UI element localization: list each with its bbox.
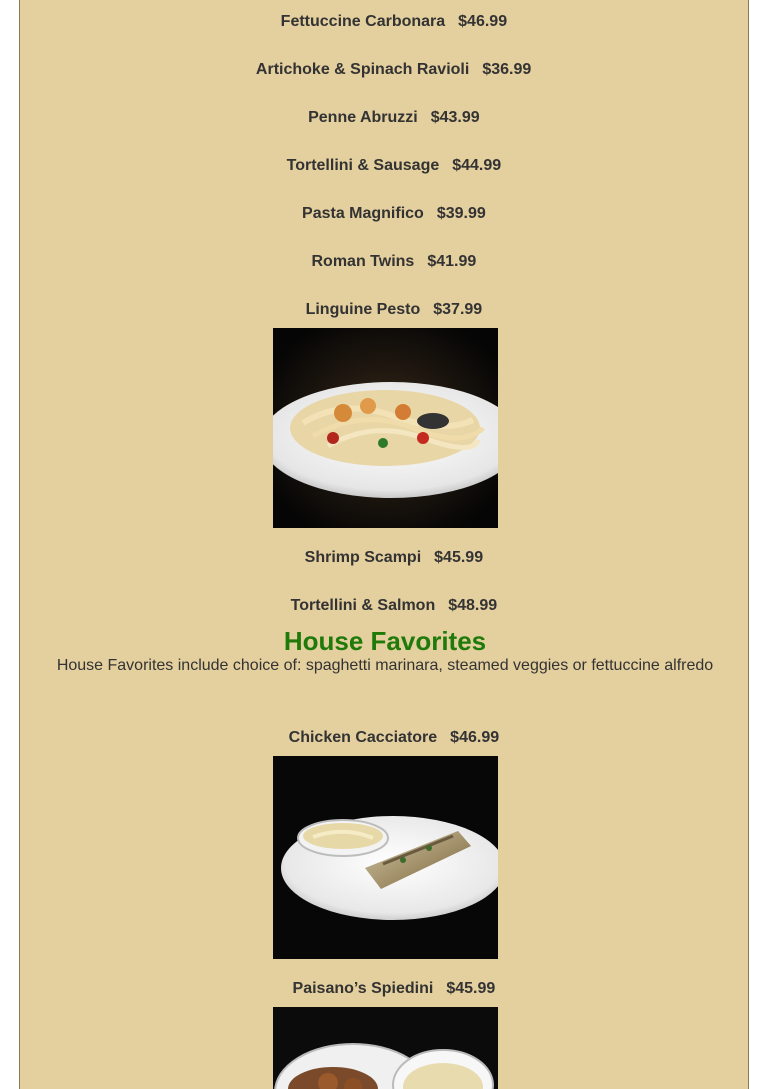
menu-item-price: $45.99	[434, 549, 484, 566]
menu-item-price: $44.99	[452, 157, 502, 174]
menu-item-price: $45.99	[446, 980, 496, 997]
menu-item-name: Pasta Magnifico	[302, 205, 424, 222]
menu-panel	[19, 0, 749, 1089]
menu-item-price: $43.99	[430, 109, 480, 126]
shrimp-scampi-photo	[273, 328, 498, 528]
menu-item	[20, 43, 749, 97]
menu-item	[20, 187, 749, 241]
section-title-house-favorites: House Favorites	[283, 626, 487, 656]
spiedini-plate-image	[273, 756, 498, 959]
menu-item-name: Paisano’s Spiedini	[292, 980, 434, 997]
menu-item-price: $46.99	[458, 13, 508, 30]
bottom-dish-photo	[273, 1007, 498, 1089]
menu-item-name: Tortellini & Sausage	[286, 157, 440, 174]
menu-item	[20, 235, 749, 289]
menu-item-price: $48.99	[448, 597, 498, 614]
menu-item-price: $39.99	[436, 205, 486, 222]
bottom-plate-image	[273, 1007, 498, 1089]
menu-item-price: $41.99	[427, 253, 477, 270]
menu-item-name: Artichoke & Spinach Ravioli	[255, 61, 470, 78]
menu-item-name: Chicken Cacciatore	[288, 729, 438, 746]
spiedini-photo	[273, 756, 498, 959]
menu-item-name: Tortellini & Salmon	[290, 597, 436, 614]
section-subtitle: House Favorites include choice of: spaghetti marinara, steamed veggies or fettuccine alfredo	[56, 657, 714, 674]
menu-item-price: $36.99	[482, 61, 532, 78]
menu-item-name: Fettuccine Carbonara	[280, 13, 446, 30]
menu-item	[20, 139, 749, 193]
menu-item	[20, 0, 749, 49]
menu-item-name: Roman Twins	[311, 253, 415, 270]
menu-item	[20, 531, 749, 585]
menu-item-price: $46.99	[450, 729, 500, 746]
menu-item-name: Penne Abruzzi	[308, 109, 418, 126]
menu-item-price: $37.99	[433, 301, 483, 318]
menu-item-name: Shrimp Scampi	[304, 549, 422, 566]
pasta-plate-image	[273, 328, 498, 528]
menu-item	[20, 579, 749, 633]
menu-item	[20, 91, 749, 145]
menu-item-name: Linguine Pesto	[305, 301, 421, 318]
